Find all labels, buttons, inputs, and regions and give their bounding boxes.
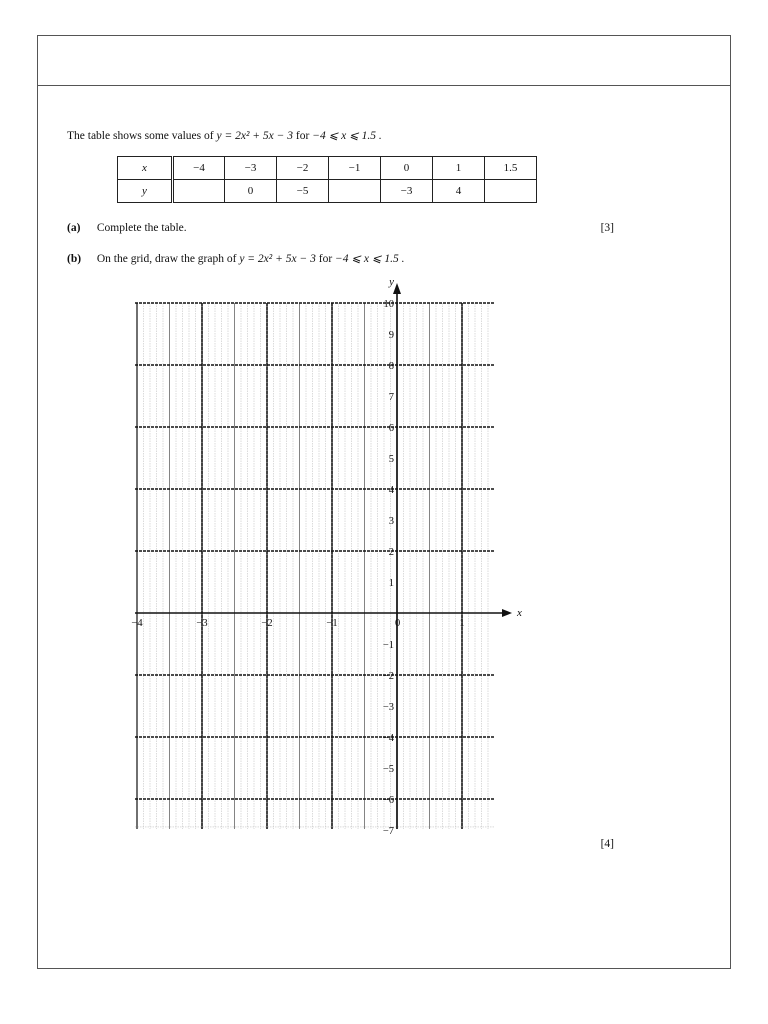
y-tick-label: 10 — [383, 299, 394, 310]
x-axis-arrow-icon — [502, 609, 512, 617]
part-b-function: y = 2x² + 5x − 3 — [239, 253, 316, 265]
y-tick-label: −7 — [382, 826, 394, 837]
y-header-cell: y — [118, 180, 173, 203]
part-b-marks: [4] — [600, 838, 614, 850]
intro-prefix: The table shows some values of — [67, 130, 214, 142]
part-a-marks: [3] — [600, 222, 614, 234]
x-tick-label: −4 — [131, 618, 143, 629]
x-tick-label: 0 — [395, 618, 401, 629]
intro-function: y = 2x² + 5x − 3 — [216, 130, 294, 142]
x-tick-label: −1 — [326, 618, 338, 629]
x-value-cell: −4 — [173, 157, 225, 180]
x-value-cell: −1 — [329, 157, 381, 180]
part-a-text: Complete the table. — [96, 222, 187, 234]
y-value-cell: −3 — [381, 180, 433, 203]
grid-lines — [135, 303, 494, 829]
y-tick-label: −5 — [382, 764, 394, 775]
x-value-cell: 1.5 — [485, 157, 537, 180]
y-tick-label: −3 — [382, 702, 394, 713]
y-tick-label: 3 — [388, 516, 394, 527]
y-tick-label: −2 — [382, 671, 394, 682]
tick-labels — [131, 276, 522, 837]
x-header-cell: x — [118, 157, 173, 180]
y-tick-label: 5 — [388, 454, 394, 465]
intro-for: for — [295, 130, 310, 142]
x-value-cell: −3 — [225, 157, 277, 180]
y-value-cell: −5 — [277, 180, 329, 203]
x-tick-label: −3 — [196, 618, 208, 629]
y-tick-label: 8 — [388, 361, 394, 372]
y-value-cell: 4 — [433, 180, 485, 203]
y-tick-label: 1 — [388, 578, 394, 589]
y-tick-label: 7 — [388, 392, 394, 403]
part-b-label: (b) — [67, 253, 82, 265]
y-tick-label: −1 — [382, 640, 394, 651]
intro-domain: −4 ⩽ x ⩽ 1.5 . — [312, 130, 382, 142]
y-tick-label: 6 — [388, 423, 394, 434]
part-b-domain: −4 ⩽ x ⩽ 1.5 . — [335, 253, 405, 265]
part-b-text: On the grid, draw the graph of — [96, 253, 237, 265]
y-tick-label: 4 — [388, 485, 394, 496]
x-value-cell: −2 — [277, 157, 329, 180]
part-b-for: for — [318, 253, 333, 265]
y-axis-arrow-icon — [393, 283, 401, 294]
x-tick-label: 1 — [459, 618, 465, 629]
x-value-cell: 1 — [433, 157, 485, 180]
y-tick-label: −4 — [382, 733, 394, 744]
y-tick-label: −6 — [382, 795, 394, 806]
part-a-label: (a) — [67, 222, 81, 234]
y-tick-label: 9 — [388, 330, 394, 341]
x-value-cell: 0 — [381, 157, 433, 180]
y-axis-label: y — [389, 276, 394, 288]
y-value-cell: 0 — [225, 180, 277, 203]
x-axis-label: x — [517, 607, 522, 619]
y-tick-label: 2 — [388, 547, 394, 558]
x-tick-label: −2 — [261, 618, 273, 629]
